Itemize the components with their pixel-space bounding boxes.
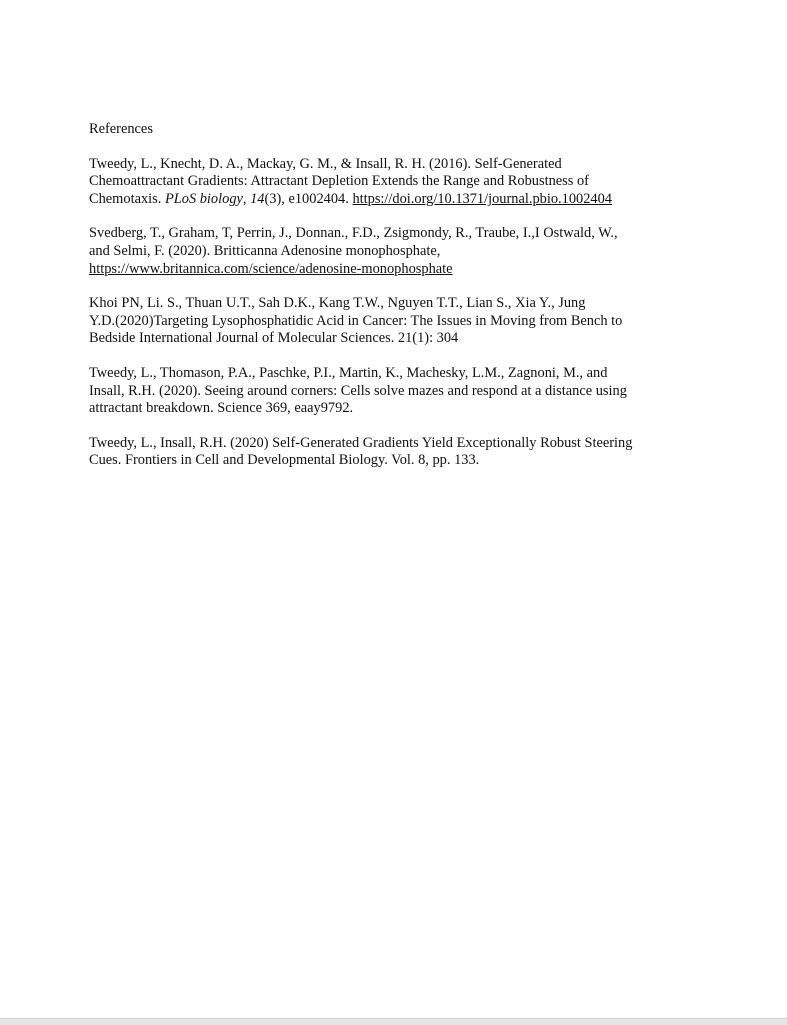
reference-line: Khoi PN, Li. S., Thuan U.T., Sah D.K., Kang T.W., Nguyen T.T., Lian S., Xia Y., Jung (89, 295, 586, 312)
reference-item-2 (89, 225, 699, 278)
references-heading: References (89, 121, 153, 137)
reference-item-4 (89, 365, 699, 418)
reference-line: (3), e1002404. (264, 190, 353, 207)
reference-line: Tweedy, L., Insall, R.H. (2020) Self-Generated Gradients Yield Exceptionally Robust Steering (89, 434, 633, 451)
reference-line: Svedberg, T., Graham, T, Perrin, J., Donnan., F.D., Zsigmondy, R., Traube, I.,I Ostwald, W., (89, 225, 618, 242)
reference-line: Chemoattractant Gradients: Attractant Depletion Extends the Range and Robustness of (89, 173, 589, 190)
journal-name: PLoS biology (164, 190, 243, 207)
britannica-link[interactable]: https://www.britannica.com/science/adenosine-monophosphate (89, 260, 453, 277)
reference-line: Chemotaxis. (89, 190, 165, 207)
reference-item-5 (89, 435, 699, 470)
reference-line: Y.D.(2020)Targeting Lysophosphatidic Acid in Cancer: The Issues in Moving from Bench to (89, 312, 623, 329)
references-section (89, 121, 699, 487)
reference-line: Cues. Frontiers in Cell and Developmental Biology. Vol. 8, pp. 133. (89, 452, 480, 469)
reference-line: Insall, R.H. (2020). Seeing around corners: Cells solve mazes and respond at a distance using (89, 382, 627, 399)
reference-line: attractant breakdown. Science 369, eaay9792. (89, 400, 354, 417)
reference-line: Tweedy, L., Knecht, D. A., Mackay, G. M., & Insall, R. H. (2016). Self-Generated (89, 155, 562, 172)
reference-line: Bedside International Journal of Molecular Sciences. 21(1): 304 (89, 330, 459, 347)
reference-item-1 (89, 156, 699, 209)
reference-separator: , (242, 190, 251, 207)
doi-link[interactable]: https://doi.org/10.1371/journal.pbio.1002404 (352, 190, 613, 207)
reference-line: and Selmi, F. (2020). Britticanna Adenosine monophosphate, (89, 242, 441, 259)
reference-line: Tweedy, L., Thomason, P.A., Paschke, P.I., Martin, K., Machesky, L.M., Zagnoni, M., and (89, 364, 608, 381)
journal-volume: 14 (250, 190, 265, 207)
reference-item-3 (89, 295, 699, 348)
